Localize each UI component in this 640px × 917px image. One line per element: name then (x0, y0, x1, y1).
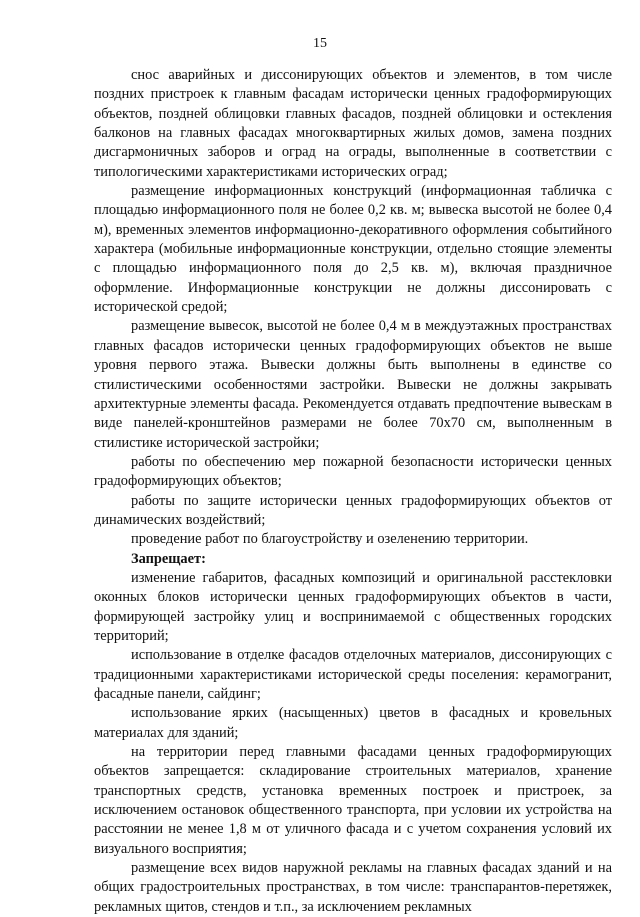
paragraph-dimensions-change: изменение габаритов, фасадных композиций и оригинальной расстекловки оконных блоков исторически ценных градоформирующих объектов в части, формирующей застройку улиц и воспринимаемой с общественных городских территорий; (94, 569, 612, 644)
paragraph-advertising: размещение всех видов наружной рекламы на главных фасадах зданий и на общих градостроительных пространствах, в том числе: транспарантов-перетяжек, рекламных щитов, стендов и т.п., за исключением рекламных (94, 860, 612, 915)
section-heading-prohibits: Запрещает: (131, 550, 206, 567)
paragraph-demolition: снос аварийных и диссонирующих объектов и элементов, в том числе поздних пристроек к главным фасадам исторически ценных градоформирующих объектов, поздней облицовки главных фасадов, поздней облицовки и остекления балконов на главных фасадах многоквартирных жилых домов, замена поздних дисгармоничных заборов и оград на ограды, выполненные в соответствии с типологическими характеристиками исторических оград; (94, 67, 612, 180)
paragraph-territory-restrictions: на территории перед главными фасадами ценных градоформирующих объектов запрещается: складирование строительных материалов, хранение транспортных средств, установка временных построек и пристроек, за исключением остановок общественного транспорта, при условии их устройства на расстоянии не менее 1,8 м от уличного фасада и с учетом сохранения условий их визуального восприятия; (94, 744, 612, 857)
paragraph-dynamic-protection: работы по защите исторически ценных градоформирующих объектов от динамических воздействий; (94, 492, 612, 528)
paragraph-finishing-materials: использование в отделке фасадов отделочных материалов, диссонирующих с традиционными характеристиками исторической среды поселения: керамогранит, фасадные панели, сайдинг; (94, 647, 612, 702)
paragraph-fire-safety: работы по обеспечению мер пожарной безопасности исторически ценных градоформирующих объектов; (94, 453, 612, 490)
page-number: 15 (313, 36, 327, 51)
paragraph-info-structures: размещение информационных конструкций (информационная табличка с площадью информационного поля не более 0,2 кв. м; вывеска высотой не более 0,4 м), временных элементов информационно-декоративного оформления событийного характера (мобильные информационные конструкции, отдельно стоящие элементы с площадью информационного поля до 2,5 кв. м), включая праздничное оформление. Информационные конструкции не должны диссонировать с исторической средой; (94, 183, 612, 316)
paragraph-landscaping: проведение работ по благоустройству и озеленению территории. (131, 531, 529, 548)
paragraph-bright-colors: использование ярких (насыщенных) цветов в фасадных и кровельных материалах для зданий; (94, 705, 612, 741)
document-body (94, 66, 612, 917)
paragraph-signboards: размещение вывесок, высотой не более 0,4 м в междуэтажных пространствах главных фасадов исторически ценных градоформирующих объектов не выше уровня первого этажа. Вывески должны быть выполнены в единстве со стилистическими особенностями застройки. Вывески не должны закрывать архитектурные элементы фасада. Рекомендуется отдавать предпочтение вывескам в виде панелей-кронштейнов размерами не более 70х70 см, выполненным в стилистике исторической застройки; (94, 318, 612, 451)
